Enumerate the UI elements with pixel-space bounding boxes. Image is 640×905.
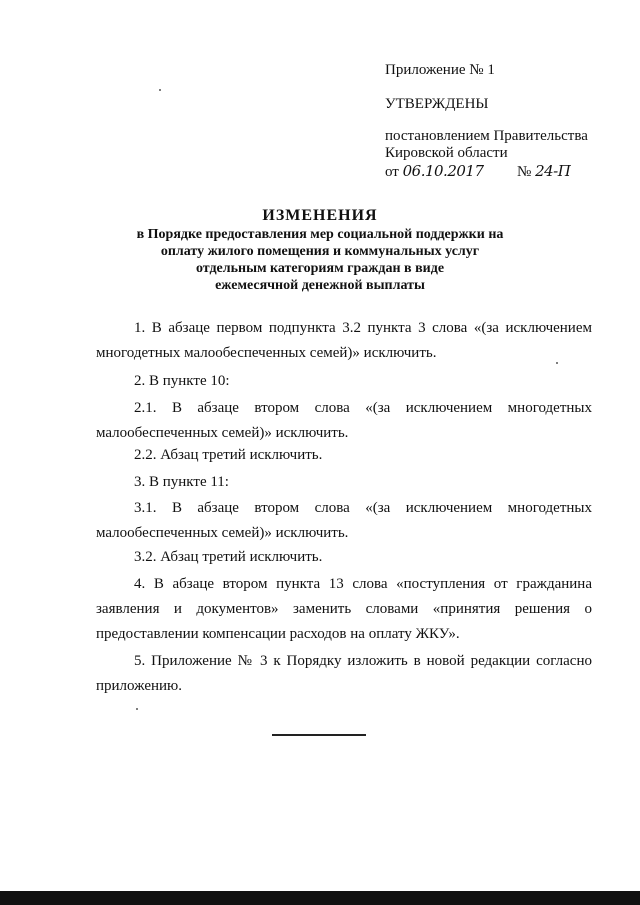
closing-rule [272,734,366,736]
handwritten-number: 24-П [535,162,571,180]
scan-border-bar [0,891,640,905]
subtitle-line: ежемесячной денежной выплаты [215,278,425,293]
scan-speck [556,362,558,364]
paragraph-1: 1. В абзаце первом подпункта 3.2 пункта 3 слова «(за исключением многодетных малообеспеченных семей)» исключить. [96,320,592,361]
document-title-block [100,206,540,294]
paragraph-3: 3. В пункте 11: [134,474,229,490]
decree-line-1: постановлением Правительства [385,128,588,144]
number-prefix: № [517,164,532,180]
decree-line-2: Кировской области [385,145,508,161]
subtitle-line: оплату жилого помещения и коммунальных услуг [160,244,480,259]
document-title: ИЗМЕНЕНИЯ [262,207,378,224]
subtitle-line: отдельным категориям граждан в виде [195,261,445,276]
paragraph-3-2: 3.2. Абзац третий исключить. [134,549,323,565]
paragraph-3-1: 3.1. В абзаце втором слова «(за исключением многодетных малообеспеченных семей)» исключить. [96,500,592,541]
paragraph-2-2: 2.2. Абзац третий исключить. [134,447,323,463]
date-prefix: от [385,164,399,180]
decree-date-line [385,163,570,181]
paragraph-2-1: 2.1. В абзаце втором слова «(за исключением многодетных малообеспеченных семей)» исключить. [96,400,592,441]
subtitle-line: в Порядке предоставления мер социальной поддержки на [136,227,504,242]
handwritten-date: 06.10.2017 [402,162,484,180]
paragraph-4: 4. В абзаце втором пункта 13 слова «поступления от гражданина заявления и документов» заменить словами «принятия решения о предоставлении компенсации расходов на оплату ЖКУ». [96,576,592,642]
paragraph-5: 5. Приложение № 3 к Порядку изложить в новой редакции согласно приложению. [96,653,592,694]
scan-speck [136,708,138,710]
approved-label: УТВЕРЖДЕНЫ [385,96,489,112]
scan-speck [159,89,161,91]
paragraph-2: 2. В пункте 10: [134,373,230,389]
appendix-label: Приложение № 1 [385,62,495,78]
